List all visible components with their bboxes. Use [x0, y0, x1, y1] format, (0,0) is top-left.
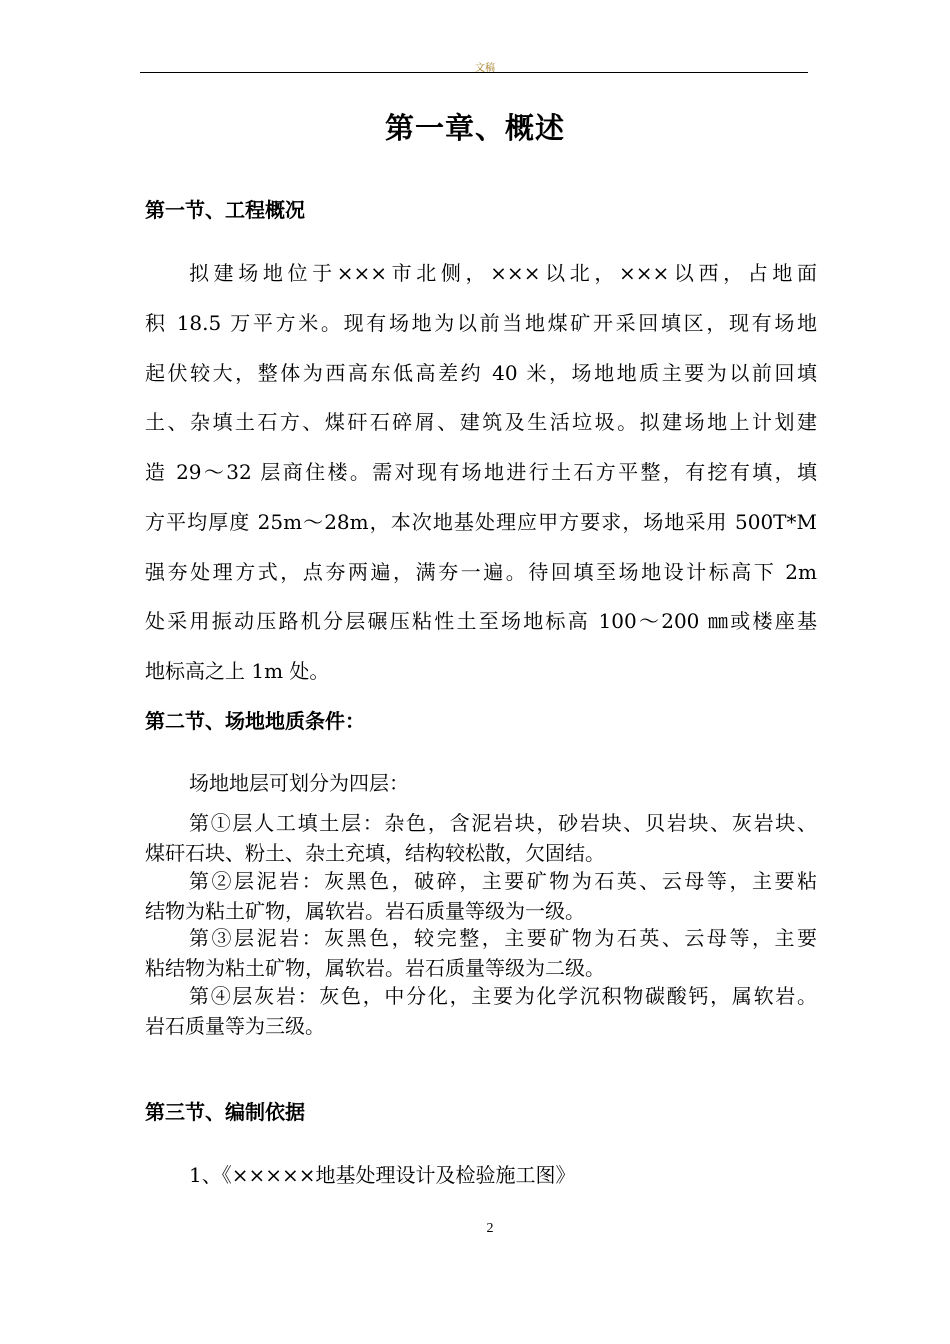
section-heading-1: 第一节、工程概况	[145, 198, 305, 222]
paragraph-line: 处采用振动压路机分层碾压粘性土至场地标高 100～200 ㎜或楼座基	[145, 609, 817, 633]
stratum-line: 岩石质量等为三级。	[145, 1014, 325, 1038]
paragraph-line: 强夯处理方式，点夯两遍，满夯一遍。待回填至场地设计标高下 2m	[145, 560, 817, 584]
chapter-title: 第一章、概述	[384, 111, 565, 145]
reference-item: 1、《×××××地基处理设计及检验施工图》	[189, 1163, 576, 1187]
paragraph-line: 场地地层可划分为四层：	[189, 771, 409, 795]
section-heading-3: 第三节、编制依据	[145, 1100, 305, 1124]
header-divider	[140, 72, 808, 73]
page-header-label: 文稿	[475, 63, 495, 74]
page-number: 2	[486, 1221, 494, 1236]
stratum-line: 粘结物为粘土矿物，属软岩。岩石质量等级为二级。	[145, 956, 605, 980]
paragraph-line: 拟建场地位于×××市北侧，×××以北，×××以西，占地面	[189, 261, 817, 285]
stratum-line: 煤矸石块、粉土、杂土充填，结构较松散，欠固结。	[145, 841, 605, 865]
paragraph-line: 造 29～32 层商住楼。需对现有场地进行土石方平整，有挖有填，填	[145, 460, 817, 484]
stratum-line: 第③层泥岩：灰黑色，较完整，主要矿物为石英、云母等，主要	[189, 926, 817, 950]
paragraph-line: 地标高之上 1m 处。	[145, 659, 330, 683]
paragraph-line: 土、杂填土石方、煤矸石碎屑、建筑及生活垃圾。拟建场地上计划建	[145, 410, 817, 434]
stratum-line: 第④层灰岩：灰色，中分化，主要为化学沉积物碳酸钙，属软岩。	[189, 984, 817, 1008]
stratum-line: 第②层泥岩：灰黑色，破碎，主要矿物为石英、云母等，主要粘	[189, 869, 817, 893]
stratum-line: 第①层人工填土层：杂色，含泥岩块，砂岩块、贝岩块、灰岩块、	[189, 811, 817, 835]
paragraph-line: 方平均厚度 25m～28m，本次地基处理应甲方要求，场地采用 500T*M	[145, 510, 817, 534]
paragraph-line: 积 18.5 万平方米。现有场地为以前当地煤矿开采回填区，现有场地	[145, 311, 817, 335]
stratum-line: 结物为粘土矿物，属软岩。岩石质量等级为一级。	[145, 899, 585, 923]
section-heading-2: 第二节、场地地质条件：	[145, 709, 365, 733]
paragraph-line: 起伏较大，整体为西高东低高差约 40 米，场地地质主要为以前回填	[145, 361, 817, 385]
